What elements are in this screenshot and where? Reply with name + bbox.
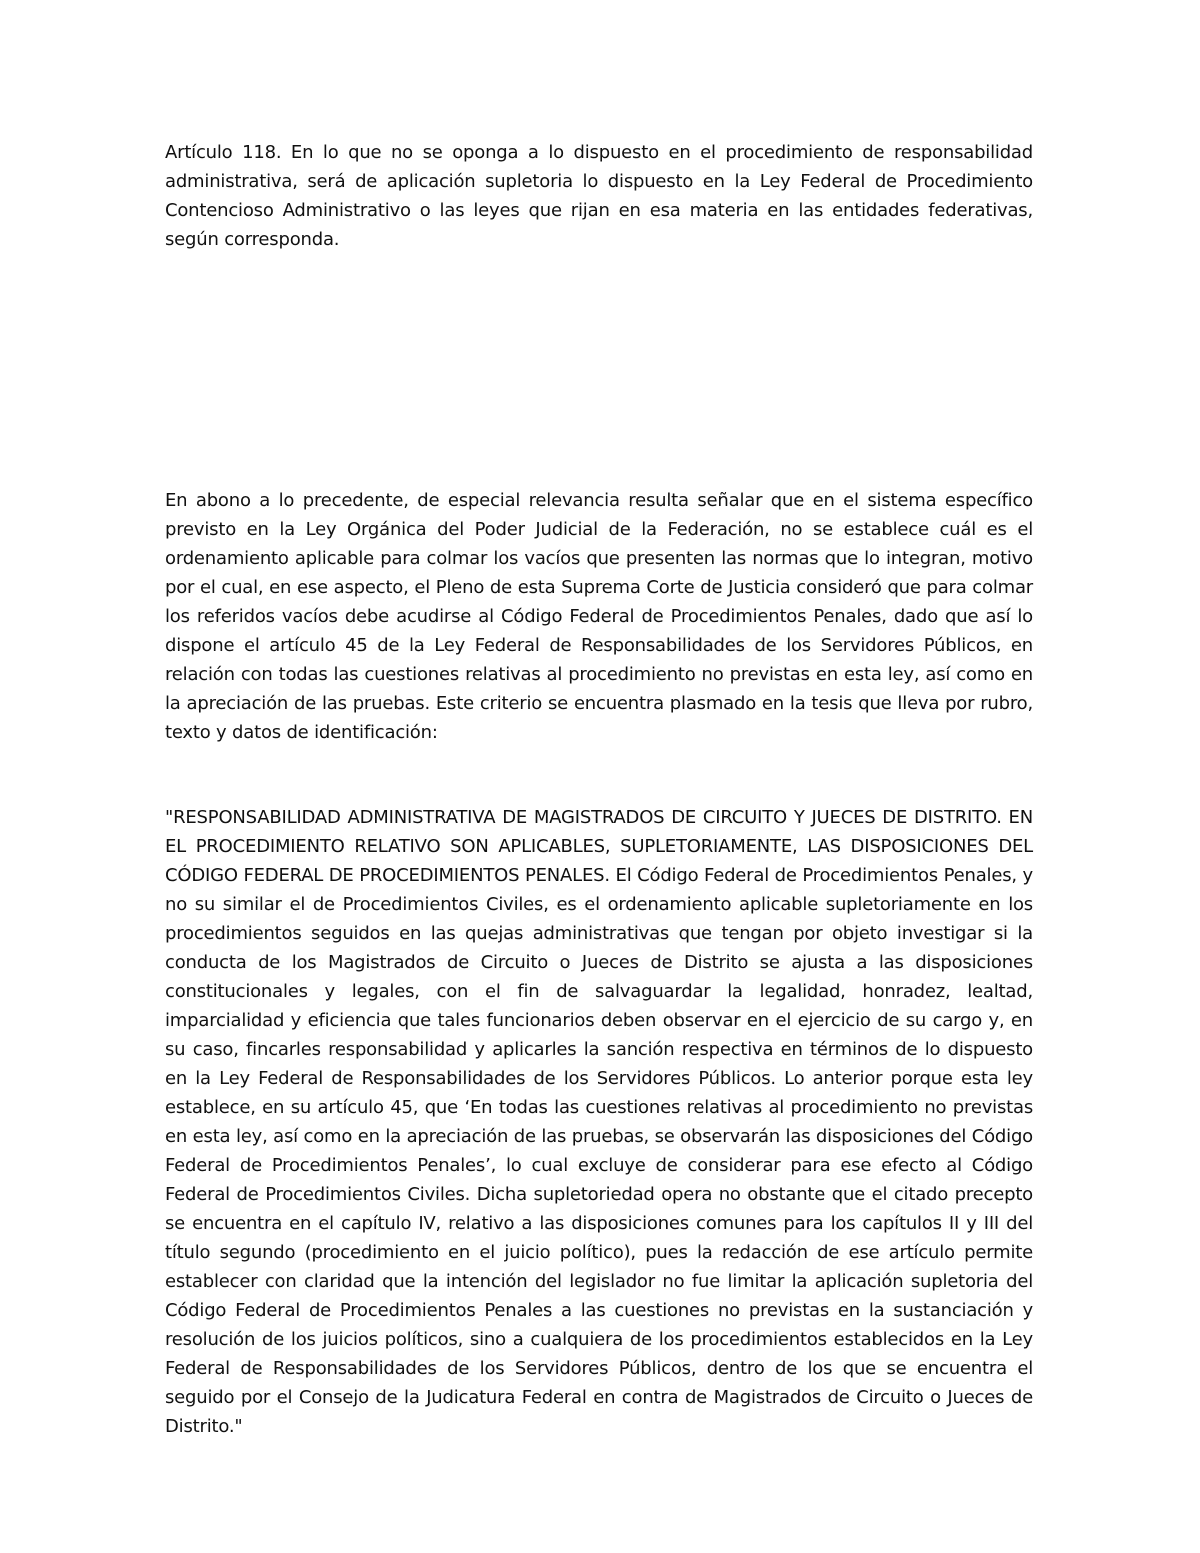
precedent-paragraph: En abono a lo precedente, de especial relevancia resulta señalar que en el sistema específico previsto en la Ley Orgánica del Poder Judicial de la Federación, no se establece cuál es el ordenamiento aplicable para colmar los vacíos que presenten las normas que lo integran, motivo por el cual, en ese aspecto, el Pleno de esta Suprema Corte de Justicia consideró que para colmar los referidos vacíos debe acudirse al Código Federal de Procedimientos Penales, dado que así lo dispone el artículo 45 de la Ley Federal de Responsabilidades de los Servidores Públicos, en relación con todas las cuestiones relativas al procedimiento no previstas en esta ley, así como en la apreciación de las pruebas. Este criterio se encuentra plasmado en la tesis que lleva por rubro, texto y datos de identificación: (165, 490, 1033, 743)
thesis-quote-paragraph: "RESPONSABILIDAD ADMINISTRATIVA DE MAGISTRADOS DE CIRCUITO Y JUECES DE DISTRITO. EN EL PROCEDIMIENTO RELATIVO SON APLICABLES, SUPLETORIAMENTE, LAS DISPOSICIONES DEL CÓDIGO FEDERAL DE PROCEDIMIENTOS PENALES. El Código Federal de Procedimientos Penales, y no su similar el de Procedimientos Civiles, es el ordenamiento aplicable supletoriamente en los procedimientos seguidos en las quejas administrativas que tengan por objeto investigar si la conducta de los Magistrados de Circuito o Jueces de Distrito se ajusta a las disposiciones constitucionales y legales, con el fin de salvaguardar la legalidad, honradez, lealtad, imparcialidad y eficiencia que tales funcionarios deben observar en el ejercicio de su cargo y, en su caso, fincarles responsabilidad y aplicarles la sanción respectiva en términos de lo dispuesto en la Ley Federal de Responsabilidades de los Servidores Públicos. Lo anterior porque esta ley establece, en su artículo 45, que ‘En todas las cuestiones relativas al procedimiento no previstas en esta ley, así como en la apreciación de las pruebas, se observarán las disposiciones del Código Federal de Procedimientos Penales’, lo cual excluye de considerar para ese efecto al Código Federal de Procedimientos Civiles. Dicha supletoriedad opera no obstante que el citado precepto se encuentra en el capítulo IV, relativo a las disposiciones comunes para los capítulos II y III del título segundo (procedimiento en el juicio político), pues la redacción de ese artículo permite establecer con claridad que la intención del legislador no fue limitar la aplicación supletoria del Código Federal de Procedimientos Penales a las cuestiones no previstas en la sustanciación y resolución de los juicios políticos, sino a cualquiera de los procedimientos establecidos en la Ley Federal de Responsabilidades de los Servidores Públicos, dentro de los que se encuentra el seguido por el Consejo de la Judicatura Federal en contra de Magistrados de Circuito o Jueces de Distrito." (165, 807, 1033, 1437)
article-118-paragraph: Artículo 118. En lo que no se oponga a lo dispuesto en el procedimiento de responsabilidad administrativa, será de aplicación supletoria lo dispuesto en la Ley Federal de Procedimiento Contencioso Administrativo o las leyes que rijan en esa materia en las entidades federativas, según corresponda. (165, 142, 1033, 250)
